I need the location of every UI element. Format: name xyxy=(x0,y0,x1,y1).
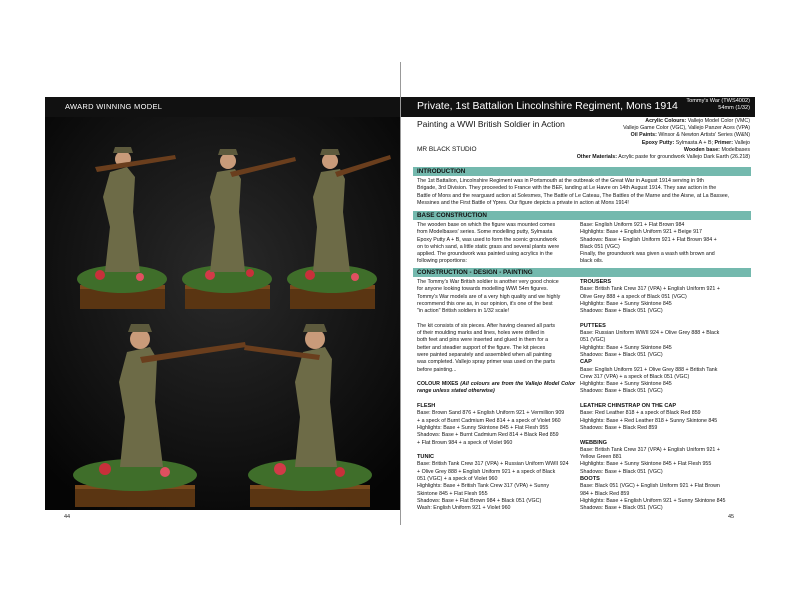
figure-photo-collage xyxy=(45,117,400,510)
materials-list xyxy=(530,118,750,161)
base-paragraph-left: The wooden base on which the figure was mounted comes from Modelbases' series. Some modelling putty, Sylmasta Epoxy Putty A + B, was used to form the scenic groundwork on to which sand, a little static grass and several plants were applied. The groundwork was painted using acrylics in the following proportions: xyxy=(417,222,560,265)
left-page-header-label: AWARD WINNING MODEL xyxy=(65,102,163,111)
base-paragraph-right: Base: English Uniform 921 + Flat Brown 984 Highlights: Base + English Uniform 921 + Beige 917 Shadows: Base + English Uniform 921 + Flat Brown 984 + Black 051 (VGC) Finally, the groundwork was given a wash with brown and black oils. xyxy=(580,222,717,265)
figure-photos xyxy=(45,117,400,510)
cdp-right-column: TROUSERS Base: British Tank Crew 317 (VPA) + English Uniform 921 + Olive Grey 888 + a speck of Black 051 (VGC) Highlights: Base + Sunny Skintone 845 Shadows: Base + Black 051 (VGC) PUTTEES Base: Russian Uniform WWII 924 + Olive Grey 888 + Black 051 (VGC) Highlights: Base + Sunny Skintone 845 Shadows: Base + Black 051 (VGC) CAP Base: English Uniform 921 + Olive Grey 888 + British Tank Crew 317 (VPA) + a speck of Black 051 (VGC) Highlights: Base + Sunny Skintone 845 Shadows: Base + Black 051 (VGC) LEATHER CHINSTRAP ON THE CAP Base: Red Leather 818 + a speck of Black Red 859 Highlights: Base + Red Leather 818 + Sunny Skintone 845 Shadows: Base + Black Red 859 WEBBING Base: British Tank Crew 317 (VPA) + English Uniform 921 + Yellow Green 881 Highlights: Base + Sunny Skintone 845 + Flat Flesh 955 Shadows: Base + Black 051 (VGC) BOOTS Base: Black 051 (VGC) + English Uniform 921 + Flat Brown 984 + Black Red 859 Highlights: Base + English Uniform 921 + Sunny Skintone 845 Shadows: Base + Black 051 (VGC) xyxy=(580,279,751,513)
trousers-heading: TROUSERS xyxy=(580,279,612,285)
material-line: Acrylic Colours: Vallejo Model Color (VMC) xyxy=(645,118,750,124)
section-construction-design-painting: CONSTRUCTION - DESIGN - PAINTING xyxy=(413,268,751,277)
tunic-heading: TUNIC xyxy=(417,454,435,461)
material-line: Other Materials: Acrylic paste for groundwork Vallejo Dark Earth (26.218) xyxy=(576,154,750,161)
material-line: Vallejo Game Color (VGC), Vallejo Panzer Aces (VPA) xyxy=(623,125,750,132)
article-subtitle: Painting a WWI British Soldier in Action xyxy=(417,119,565,129)
chinstrap-heading: LEATHER CHINSTRAP ON THE CAP xyxy=(580,403,677,410)
article-title: Private, 1st Battalion Lincolnshire Regiment, Mons 1914 xyxy=(417,100,678,112)
intro-paragraph: The 1st Battalion, Lincolnshire Regiment was in Portsmouth at the outbreak of the Great War in August 1914 serving in 9th Brigade, 3rd Division. They proceeded to France with the BEF, landing at Le Havre on 14th August 1914. They saw action in the Battle of Mons and the rearguard action at Solesmes, The Battle of Le Cateau, The Battles of the Marne and the Aisne, at La Bassee, Messines and the First Battle of Ypres. Our figure depicts a private in action at Mons 1914! xyxy=(417,178,730,206)
cap-heading: CAP xyxy=(580,359,592,366)
page-gutter xyxy=(400,62,401,525)
left-page-number: 44 xyxy=(64,514,71,520)
cdp-left-column: The Tommy's War British soldier is another very good choice for anyone looking towards modelling WWI 54m figures. Tommy's War models are of a very high quality and we highly recommend this one as, in our opinion, it's one of the best "in action" British soldiers in 1/32 scale! The kit consists of six pieces. After having cleaned all parts of their moulding marks and lines, holes were drilled in both feet and pins were inserted and glued in them for a better and steadier support of the figure. The kit pieces were painted separately and assembled when all painting was completed. Vallejo spray primer was used on the parts before painting... COLOUR MIXES (All colours are from the Vallejo Model Color range unless stated otherwise) FLESH Base: Brown Sand 876 + English Uniform 921 + Vermillion 909 + a speck of Burnt Cadmium Red 814 + a speck of Violet 960 Highlights: Base + Sunny Skintone 845 + Flat Flesh 955 Shadows: Base + Burnt Cadmium Red 814 + Black Red 859 + Flat Brown 984 + a speck of Violet 960 TUNIC Base: British Tank Crew 317 (VPA) + Russian Uniform WWII 924 + Olive Grey 888 + English Uniform 921 + a speck of Black 051 (VGC) + a speck of Violet 960 Highlights: Base + British Tank Crew 317 (VPA) + Sunny Skintone 845 + Flat Flesh 955 Shadows: Base + Flat Brown 984 + Black 051 (VGC) Wash: English Uniform 921 + Violet 960 xyxy=(417,279,575,512)
boots-heading: BOOTS xyxy=(580,476,600,483)
kit-series: Tommy's War (TWS4002) xyxy=(686,98,750,104)
material-line: Wooden base: Modelbases xyxy=(683,146,750,153)
puttees-heading: PUTTEES xyxy=(580,322,606,329)
kit-scale: 54mm (1/32) xyxy=(718,105,750,111)
flesh-heading: FLESH xyxy=(417,403,436,410)
webbing-heading: WEBBING xyxy=(580,439,608,446)
material-line: Oil Paints: Winsor & Newton Artists' Series (W&N) xyxy=(630,132,750,139)
section-introduction: INTRODUCTION xyxy=(413,167,751,176)
material-line: Epoxy Putty: Sylmasta A + B; Primer: Vallejo xyxy=(641,139,750,146)
kit-reference xyxy=(686,98,750,112)
section-base-construction: BASE CONSTRUCTION xyxy=(413,211,751,220)
right-page-number: 45 xyxy=(728,514,735,520)
studio-credit: MR BLACK STUDIO xyxy=(417,146,477,153)
colour-mixes-heading: COLOUR MIXES (All colours are from the Vallejo Model Color range unless stated otherwise) xyxy=(417,381,575,395)
